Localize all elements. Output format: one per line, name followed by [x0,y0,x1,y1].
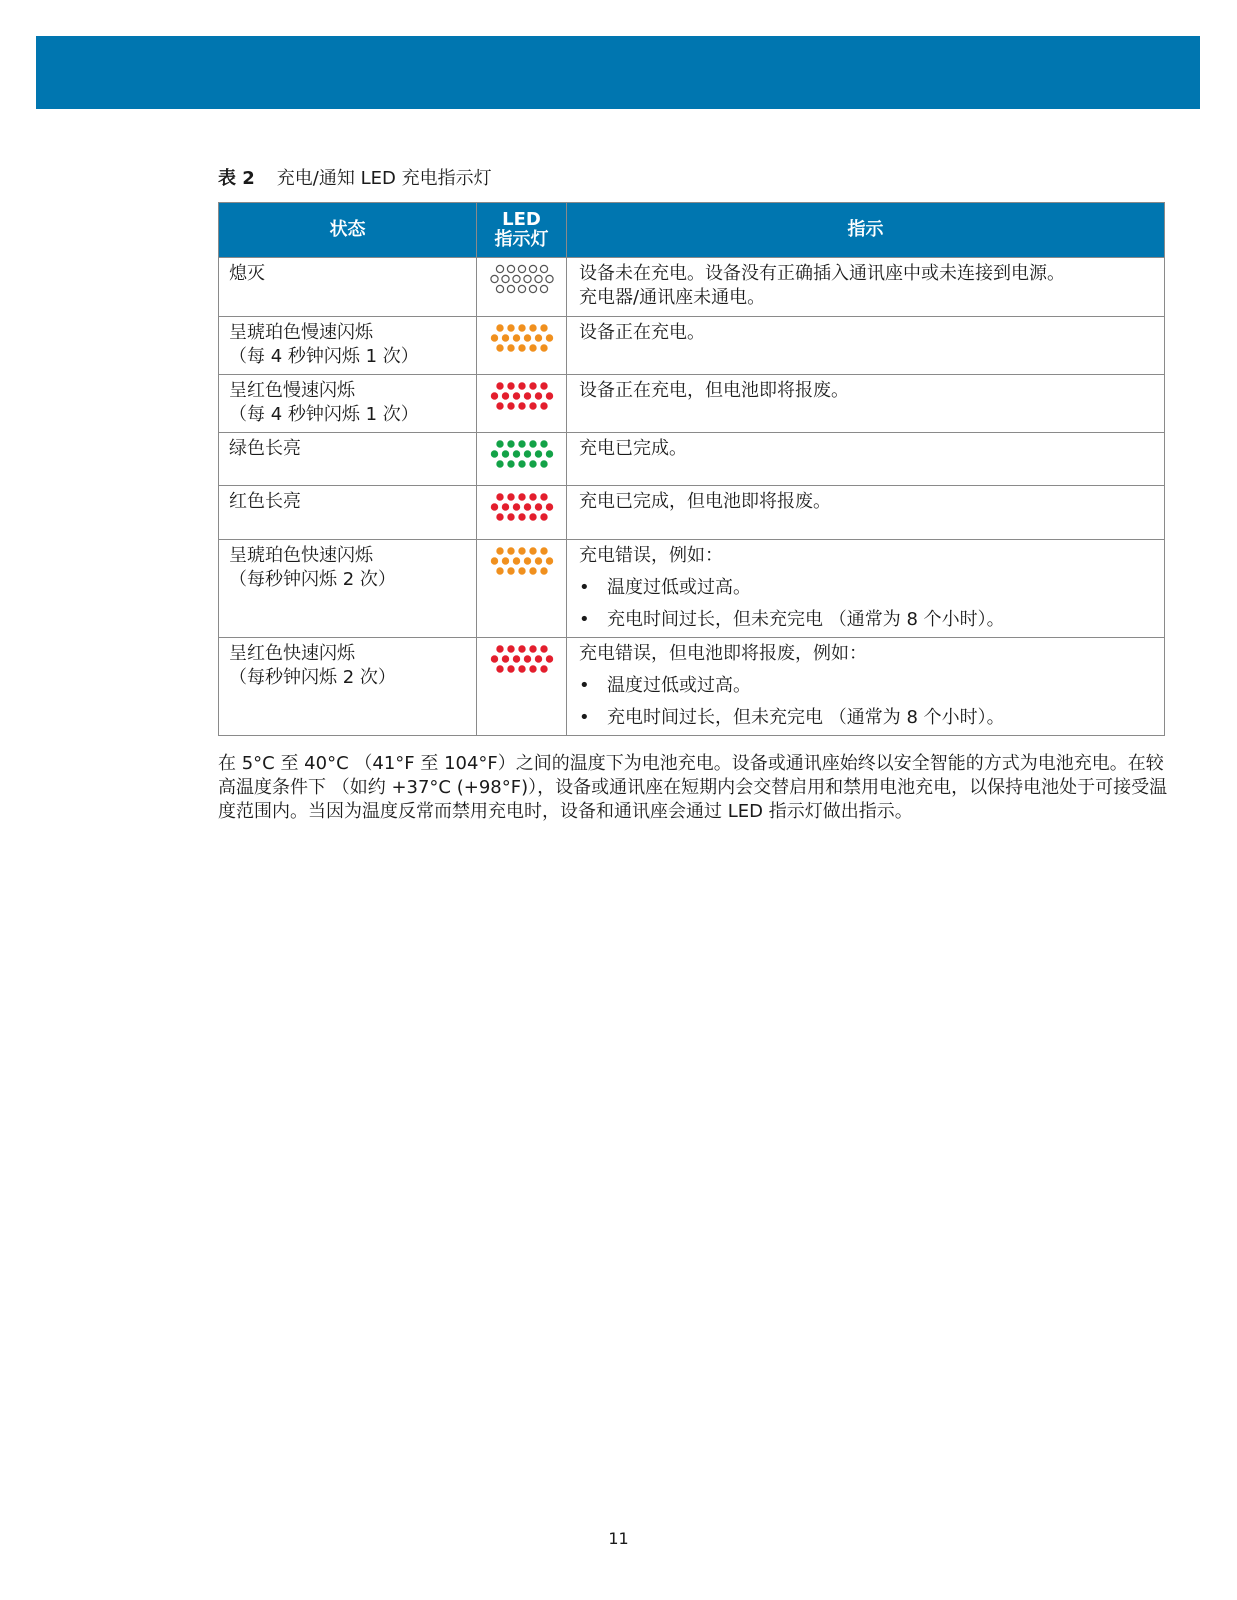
led-dots-icon [486,546,558,578]
indication-bullet-list [579,576,1154,632]
led-dot [507,325,514,332]
led-dot [535,504,542,511]
led-dot [491,504,498,511]
led-dot [535,451,542,458]
led-dot [546,451,553,458]
table-body [219,258,1165,736]
led-dot [540,461,547,468]
header-state: 状态 [219,203,477,258]
led-dot [518,403,525,410]
led-dot [518,441,525,448]
cell-led [477,317,567,375]
led-dot [540,285,547,292]
led-dots-icon [486,644,558,676]
led-dot [507,461,514,468]
led-dot [507,548,514,555]
led-dot [502,656,509,663]
led-dot [529,461,536,468]
led-dot [540,548,547,555]
led-dot [507,285,514,292]
led-dot [496,383,503,390]
table-row [219,540,1165,638]
cell-led [477,486,567,540]
cell-state [219,375,477,433]
led-dot [529,285,536,292]
led-dot [496,325,503,332]
header-bar [36,36,1200,109]
cell-indication [567,375,1165,433]
state-line: 呈红色慢速闪烁 [229,380,355,401]
led-dot [507,441,514,448]
cell-led [477,540,567,638]
led-dot [513,504,520,511]
led-dot [540,514,547,521]
led-dot [523,275,530,282]
led-dot [535,393,542,400]
table-row [219,258,1165,317]
table-header-row [219,203,1165,258]
led-dot [529,345,536,352]
led-dot [496,441,503,448]
led-dot [507,345,514,352]
led-dot [540,494,547,501]
led-dot [496,461,503,468]
led-dot [496,265,503,272]
cell-state [219,433,477,486]
indication-bullet: • 充电时间过长，但未充完电 （通常为 8 个小时）。 [579,608,1154,632]
led-dot [502,558,509,565]
indication-line: 充电已完成。 [579,438,687,459]
state-line: （每秒钟闪烁 2 次） [229,667,396,688]
led-dot [496,646,503,653]
led-dot [502,335,509,342]
cell-indication [567,258,1165,317]
table-number: 表 2 [218,168,255,189]
led-dot [546,656,553,663]
led-dot [518,345,525,352]
led-dots-icon [486,492,558,524]
state-line: 红色长亮 [229,491,301,512]
led-dot [529,383,536,390]
header-led-line2: 指示灯 [494,229,549,250]
led-dot [545,275,552,282]
led-dot [513,656,520,663]
led-dots-icon [486,264,558,296]
led-dot [507,666,514,673]
led-dot [524,558,531,565]
cell-led [477,258,567,317]
led-dot [513,335,520,342]
led-dot [507,514,514,521]
led-dot [529,548,536,555]
cell-state [219,317,477,375]
led-dot [534,275,541,282]
cell-state [219,486,477,540]
led-dot [524,393,531,400]
led-dot [524,335,531,342]
led-dot [513,558,520,565]
cell-indication [567,486,1165,540]
led-dot [518,461,525,468]
led-dot [518,548,525,555]
led-dot [529,568,536,575]
header-led [477,203,567,258]
led-dot [529,494,536,501]
led-dot [535,558,542,565]
led-dot [502,393,509,400]
indication-bullet: • 充电时间过长，但未充完电 （通常为 8 个小时）。 [579,706,1154,730]
led-dot [491,451,498,458]
led-dot [518,666,525,673]
cell-indication [567,638,1165,736]
cell-led [477,375,567,433]
led-dot [507,265,514,272]
state-line: （每 4 秒钟闪烁 1 次） [229,404,419,425]
led-dot [507,646,514,653]
led-dot [540,325,547,332]
led-dot [496,345,503,352]
charging-temperature-note: 在 5°C 至 40°C （41°F 至 104°F）之间的温度下为电池充电。设备或通讯座始终以安全智能的方式为电池充电。在较高温度条件下 （如约 +37°C (+98°F)），设备或通讯座在短期内会交替启用和禁用电池充电，以保持电池处于可接受温度范围内。当因为温度反常而禁用充电时，设备和通讯座会通过 LED 指示灯做出指示。 [218,753,1168,822]
table-row [219,317,1165,375]
cell-state [219,540,477,638]
state-line: 呈琥珀色慢速闪烁 [229,322,373,343]
led-dot [535,656,542,663]
led-dot [540,646,547,653]
led-dot [529,265,536,272]
led-dot [502,504,509,511]
led-dot [507,403,514,410]
cell-indication [567,540,1165,638]
led-dot [524,656,531,663]
table-row [219,375,1165,433]
led-dot [496,494,503,501]
state-line: （每 4 秒钟闪烁 1 次） [229,346,419,367]
led-dot [513,451,520,458]
led-dot [491,558,498,565]
led-dots-icon [486,323,558,355]
led-dot [529,325,536,332]
led-dot [496,514,503,521]
led-dot [518,646,525,653]
indication-line: 充电错误，例如： [579,545,723,566]
led-dot [518,325,525,332]
indication-bullet-list [579,674,1154,730]
led-dot [491,335,498,342]
led-dot [529,403,536,410]
led-dot [524,451,531,458]
led-dot [518,514,525,521]
header-indication: 指示 [567,203,1165,258]
led-dot [518,383,525,390]
led-dot [496,548,503,555]
led-dot [546,504,553,511]
led-dot [518,494,525,501]
led-dot [546,558,553,565]
led-dot [518,265,525,272]
led-dot [524,504,531,511]
led-dot [496,285,503,292]
cell-state [219,258,477,317]
led-dot [501,275,508,282]
table-row [219,486,1165,540]
led-dots-icon [486,439,558,471]
indication-line: 充电器/通讯座未通电。 [579,287,766,308]
cell-led [477,638,567,736]
led-dot [491,656,498,663]
indication-line: 设备正在充电。 [579,322,705,343]
cell-indication [567,433,1165,486]
led-dot [540,666,547,673]
led-dot [540,345,547,352]
led-dot [540,568,547,575]
cell-indication [567,317,1165,375]
led-dot [540,265,547,272]
led-indicator-table [218,202,1165,736]
led-dots-icon [486,381,558,413]
led-dot [507,568,514,575]
led-dot [535,335,542,342]
led-dot [518,285,525,292]
led-dot [507,494,514,501]
led-dot [529,514,536,521]
led-dot [529,666,536,673]
state-line: 熄灭 [229,263,265,284]
led-dot [496,666,503,673]
led-dot [518,568,525,575]
led-dot [540,383,547,390]
table-caption [218,166,492,192]
led-dot [529,646,536,653]
led-dot [540,403,547,410]
led-dot [507,383,514,390]
state-line: 呈红色快速闪烁 [229,643,355,664]
led-dot [529,441,536,448]
page-number: 11 [608,1529,629,1548]
table-title: 充电/通知 LED 充电指示灯 [276,168,492,189]
table-row [219,638,1165,736]
indication-line: 设备正在充电，但电池即将报废。 [579,380,849,401]
led-dot [502,451,509,458]
cell-led [477,433,567,486]
indication-line: 充电已完成，但电池即将报废。 [579,491,831,512]
led-dot [512,275,519,282]
state-line: （每秒钟闪烁 2 次） [229,569,396,590]
led-dot [490,275,497,282]
led-dot [491,393,498,400]
cell-state [219,638,477,736]
indication-line: 设备未在充电。设备没有正确插入通讯座中或未连接到电源。 [579,263,1065,284]
led-dot [546,393,553,400]
led-dot [496,403,503,410]
indication-line: 充电错误，但电池即将报废，例如： [579,643,867,664]
table-row [219,433,1165,486]
led-dot [513,393,520,400]
indication-bullet: • 温度过低或过高。 [579,674,1154,698]
state-line: 绿色长亮 [229,438,301,459]
led-dot [546,335,553,342]
state-line: 呈琥珀色快速闪烁 [229,545,373,566]
led-dot [540,441,547,448]
led-dot [496,568,503,575]
header-led-line1: LED [502,209,541,230]
indication-bullet: • 温度过低或过高。 [579,576,1154,600]
